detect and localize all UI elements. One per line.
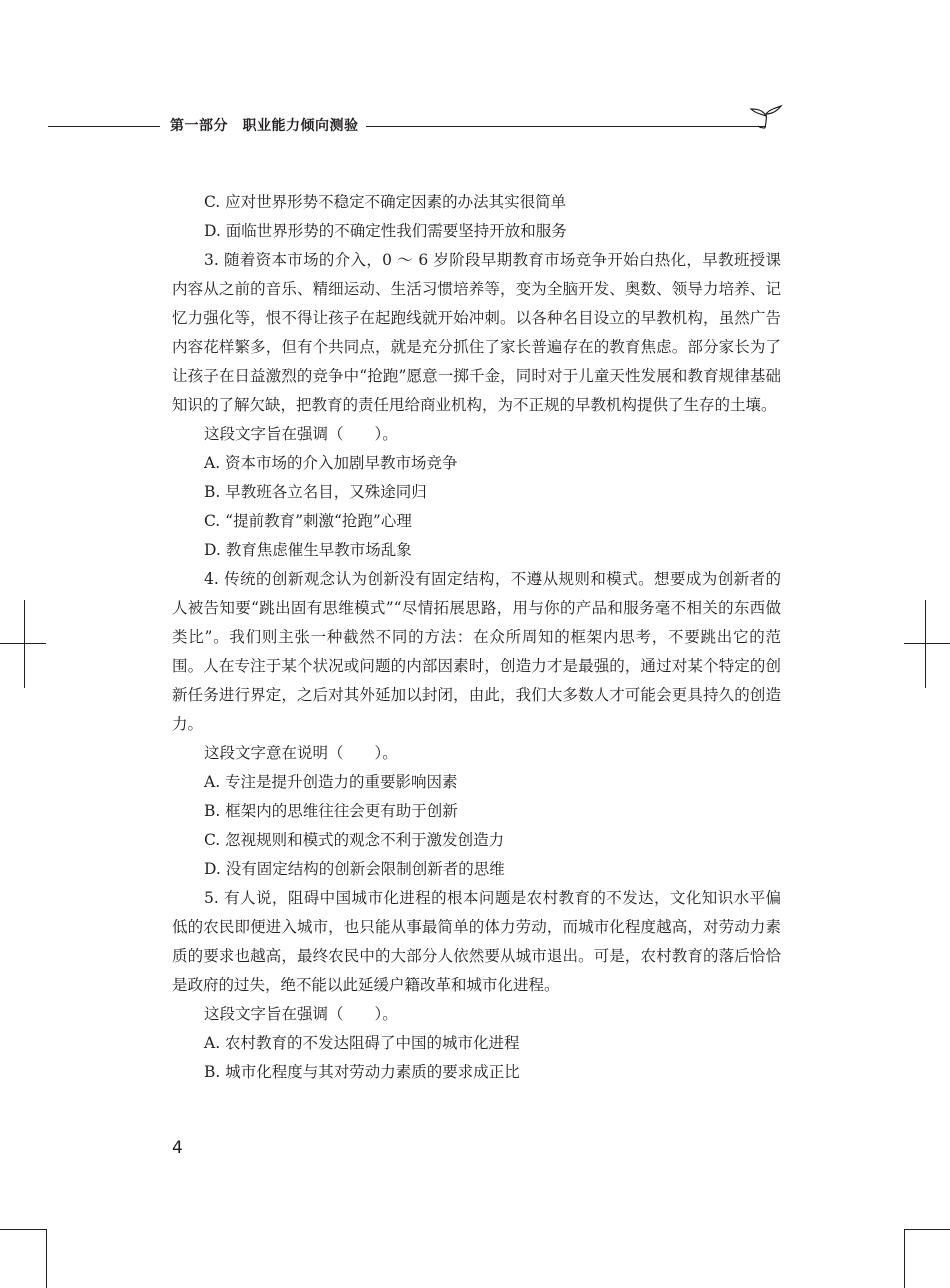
crop-mark-bottom-left-vertical bbox=[46, 1229, 47, 1288]
header-rule-left bbox=[48, 126, 160, 127]
crop-mark-right-horizontal bbox=[904, 643, 950, 644]
q3-option-b: B. 早教班各立名目，又殊途同归 bbox=[204, 483, 427, 501]
q5-question: 这段文字旨在强调（ ）。 bbox=[204, 1005, 398, 1023]
crop-mark-left-vertical bbox=[24, 600, 25, 688]
sprout-icon bbox=[748, 100, 784, 132]
q3-option-c: C. “提前教育”刺激“抢跑”心理 bbox=[204, 512, 412, 530]
page-number: 4 bbox=[172, 1138, 183, 1158]
crop-mark-bottom-left-horizontal bbox=[0, 1229, 46, 1230]
q3-option-a: A. 资本市场的介入加剧早教市场竞争 bbox=[204, 454, 458, 472]
q4-option-a: A. 专注是提升创造力的重要影响因素 bbox=[204, 773, 458, 791]
q4-passage: 4. 传统的创新观念认为创新没有固定结构，不遵从规则和模式。想要成为创新者的人被告知要“跳出固有思维模式”“尽情拓展思路，用与你的产品和服务毫不相关的东西做类比”。我们则主张一种截然不同的方法：在众所周知的框架内思考，不要跳出它的范围。人在专注于某个状况或问题的内部因素时，创造力才是最强的，通过对某个特定的创新任务进行界定，之后对其外延加以封闭，由此，我们大多数人才可能会更具持久的创造力。 bbox=[172, 570, 781, 733]
crop-mark-left-horizontal bbox=[0, 643, 46, 644]
q2-option-d: D. 面临世界形势的不确定性我们需要坚持开放和服务 bbox=[204, 222, 567, 240]
q5-passage: 5. 有人说，阻碍中国城市化进程的根本问题是农村教育的不发达，文化知识水平偏低的农民即便进入城市，也只能从事最简单的体力劳动，而城市化程度越高，对劳动力素质的要求也越高，最终农民中的大部分人依然要从城市退出。可是，农村教育的落后恰恰是政府的过失，绝不能以此延缓户籍改革和城市化进程。 bbox=[172, 889, 781, 994]
page-content bbox=[172, 188, 781, 1087]
q2-option-c: C. 应对世界形势不稳定不确定因素的办法其实很简单 bbox=[204, 193, 567, 211]
q3-question: 这段文字旨在强调（ ）。 bbox=[204, 425, 398, 443]
header-rule-right bbox=[366, 126, 766, 127]
crop-mark-right-vertical bbox=[925, 600, 926, 688]
q5-option-b: B. 城市化程度与其对劳动力素质的要求成正比 bbox=[204, 1063, 520, 1081]
running-header-title: 第一部分 职业能力倾向测验 bbox=[170, 118, 359, 134]
q4-question: 这段文字意在说明（ ）。 bbox=[204, 744, 398, 762]
crop-mark-bottom-right-horizontal bbox=[904, 1229, 950, 1230]
q4-option-c: C. 忽视规则和模式的观念不利于激发创造力 bbox=[204, 831, 505, 849]
q3-option-d: D. 教育焦虑催生早教市场乱象 bbox=[204, 541, 412, 559]
crop-mark-bottom-right-vertical bbox=[904, 1229, 905, 1288]
q5-option-a: A. 农村教育的不发达阻碍了中国的城市化进程 bbox=[204, 1034, 520, 1052]
q4-option-b: B. 框架内的思维往往会更有助于创新 bbox=[204, 802, 458, 820]
q3-passage: 3. 随着资本市场的介入，0 ～ 6 岁阶段早期教育市场竞争开始白热化，早教班授课内容从之前的音乐、精细运动、生活习惯培养等，变为全脑开发、奥数、领导力培养、记忆力强化等，恨不得让孩子在起跑线就开始冲刺。以各种名目设立的早教机构，虽然广告内容花样繁多，但有个共同点，就是充分抓住了家长普遍存在的教育焦虑。部分家长为了让孩子在日益激烈的竞争中“抢跑”愿意一掷千金，同时对于儿童天性发展和教育规律基础知识的了解欠缺，把教育的责任甩给商业机构，为不正规的早教机构提供了生存的土壤。 bbox=[172, 251, 781, 414]
q4-option-d: D. 没有固定结构的创新会限制创新者的思维 bbox=[204, 860, 505, 878]
